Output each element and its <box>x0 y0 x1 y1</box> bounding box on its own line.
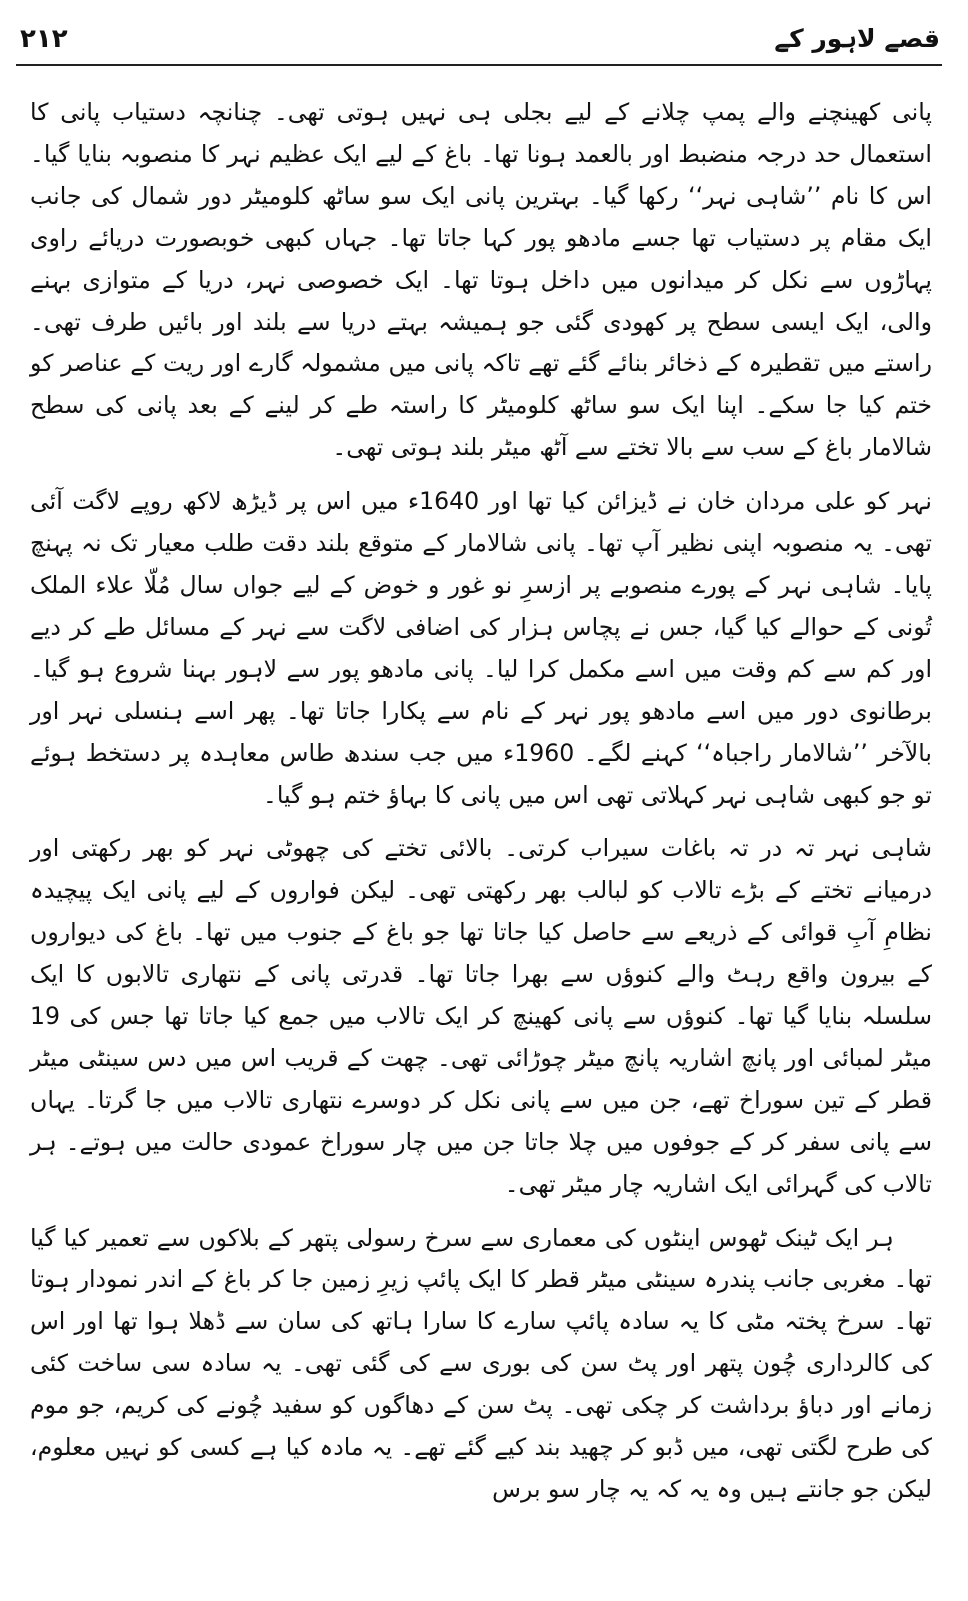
paragraph <box>30 481 932 816</box>
paragraph <box>30 1218 932 1511</box>
page-number: ۲۱۲ <box>20 24 68 54</box>
paragraph <box>30 828 932 1205</box>
paragraph-text: نہر کو علی مردان خان نے ڈیزائن کیا تھا اور 1640ء میں اس پر ڈیڑھ لاکھ روپے لاگت آئی تھی۔ یہ منصوبہ اپنی نظیر آپ تھا۔ پانی شالامار کے متوقع بلند دقت طلب معیار تک نہ پہنچ پایا۔ شاہی نہر کے پورے منصوبے پر ازسرِ نو غور و خوض کے لیے جواں سال مُلّا علاء الملک تُونی کے حوالے کیا گیا، جس نے پچاس ہزار کی اضافی لاگت سے نہر کے مسائل طے کر دیے اور کم سے کم وقت میں اسے مکمل کرا لیا۔ پانی مادھو پور سے لاہور بہنا شروع ہو گیا۔ برطانوی دور میں اسے مادھو پور نہر کے نام سے پکارا جاتا تھا۔ پھر اسے ہنسلی نہر اور بالآخر ’’شالامار راجباہ‘‘ کہنے لگے۔ 1960ء میں جب سندھ طاس معاہدہ پر دستخط ہوئے تو جو کبھی شاہی نہر کہلاتی تھی اس میں پانی کا بہاؤ ختم ہو گیا۔ <box>30 487 933 809</box>
header-divider <box>16 64 942 66</box>
page-header <box>20 18 940 60</box>
paragraph-text: پانی کھینچنے والے پمپ چلانے کے لیے بجلی ہی نہیں ہوتی تھی۔ چنانچہ دستیاب پانی کا استعمال حد درجہ منضبط اور بالعمد ہونا تھا۔ باغ کے لیے ایک عظیم نہر کا منصوبہ بنایا گیا۔ اس کا نام ’’شاہی نہر‘‘ رکھا گیا۔ بہترین پانی ایک سو ساٹھ کلومیٹر دور شمال کی جانب ایک مقام پر دستیاب تھا جسے مادھو پور کہا جاتا تھا۔ جہاں کبھی خوبصورت دریائے راوی پہاڑوں سے نکل کر میدانوں میں داخل ہوتا تھا۔ ایک خصوصی نہر، دریا کے متوازی بہنے والی، ایک ایسی سطح پر کھودی گئی جو ہمیشہ بہتے دریا سے بلند اور بائیں طرف تھی۔ راستے میں تقطیرہ کے ذخائر بنائے گئے تھے تاکہ پانی میں مشمولہ گارے اور ریت کے عناصر کو ختم کیا جا سکے۔ اپنا ایک سو ساٹھ کلومیٹر کا راستہ طے کر لینے کے بعد پانی کی سطح شالامار باغ کے سب سے بالا تختے سے آٹھ میٹر بلند ہوتی تھی۔ <box>30 98 932 462</box>
paragraph <box>30 92 932 469</box>
running-head-title: قصے لاہور کے <box>774 24 940 53</box>
paragraph-text: ہر ایک ٹینک ٹھوس اینٹوں کی معماری سے سرخ رسولی پتھر کے بلاکوں سے تعمیر کیا گیا تھا۔ مغربی جانب پندرہ سینٹی میٹر قطر کا ایک پائپ زیرِ زمین جا کر باغ کے اندر نمودار ہوتا تھا۔ سرخ پختہ مٹی کا یہ سادہ پائپ سارے کا سارا ہاتھ کی سان سے ڈھلا ہوا تھا اور اس کی کالرداری چُون پتھر اور پٹ سن کی بوری سے کی گئی تھی۔ یہ سادہ سی ساخت کئی زمانے اور دباؤ برداشت کر چکی تھی۔ پٹ سن کے دھاگوں کو سفید چُونے کی کریم، جو موم کی طرح لگتی تھی، میں ڈبو کر چھید بند کیے گئے تھے۔ یہ مادہ کیا ہے کسی کو نہیں معلوم، لیکن جو جانتے ہیں وہ یہ کہ یہ چار سو برس <box>30 1223 932 1503</box>
paragraph-text: شاہی نہر تہ در تہ باغات سیراب کرتی۔ بالائی تختے کی چھوٹی نہر کو بھر رکھتی اور درمیانے تختے کے بڑے تالاب کو لبالب بھر رکھتی تھی۔ لیکن فواروں کے لیے پانی ایک پیچیدہ نظامِ آبِ قوائی کے ذریعے سے حاصل کیا جاتا تھا جو باغ کے جنوب میں تھا۔ باغ کی دیواروں کے بیرون واقع رہٹ والے کنوؤں سے بھرا جاتا تھا۔ قدرتی پانی کے نتھاری تالابوں کا ایک سلسلہ بنایا گیا تھا۔ کنوؤں سے پانی کھینچ کر ایک تالاب میں جمع کیا جاتا تھا جس کی 19 میٹر لمبائی اور پانچ اشاریہ پانچ میٹر چوڑائی تھی۔ چھت کے قریب اس میں دس سینٹی میٹر قطر کے تین سوراخ تھے، جن میں سے پانی نکل کر دوسرے نتھاری تالاب میں جا گرتا۔ یہاں سے پانی سفر کر کے جوفوں میں چلا جاتا جن میں چار سوراخ عمودی حالت میں ہوتے۔ ہر تالاب کی گہرائی ایک اشاریہ چار میٹر تھی۔ <box>30 834 932 1198</box>
body-text <box>30 92 932 1583</box>
